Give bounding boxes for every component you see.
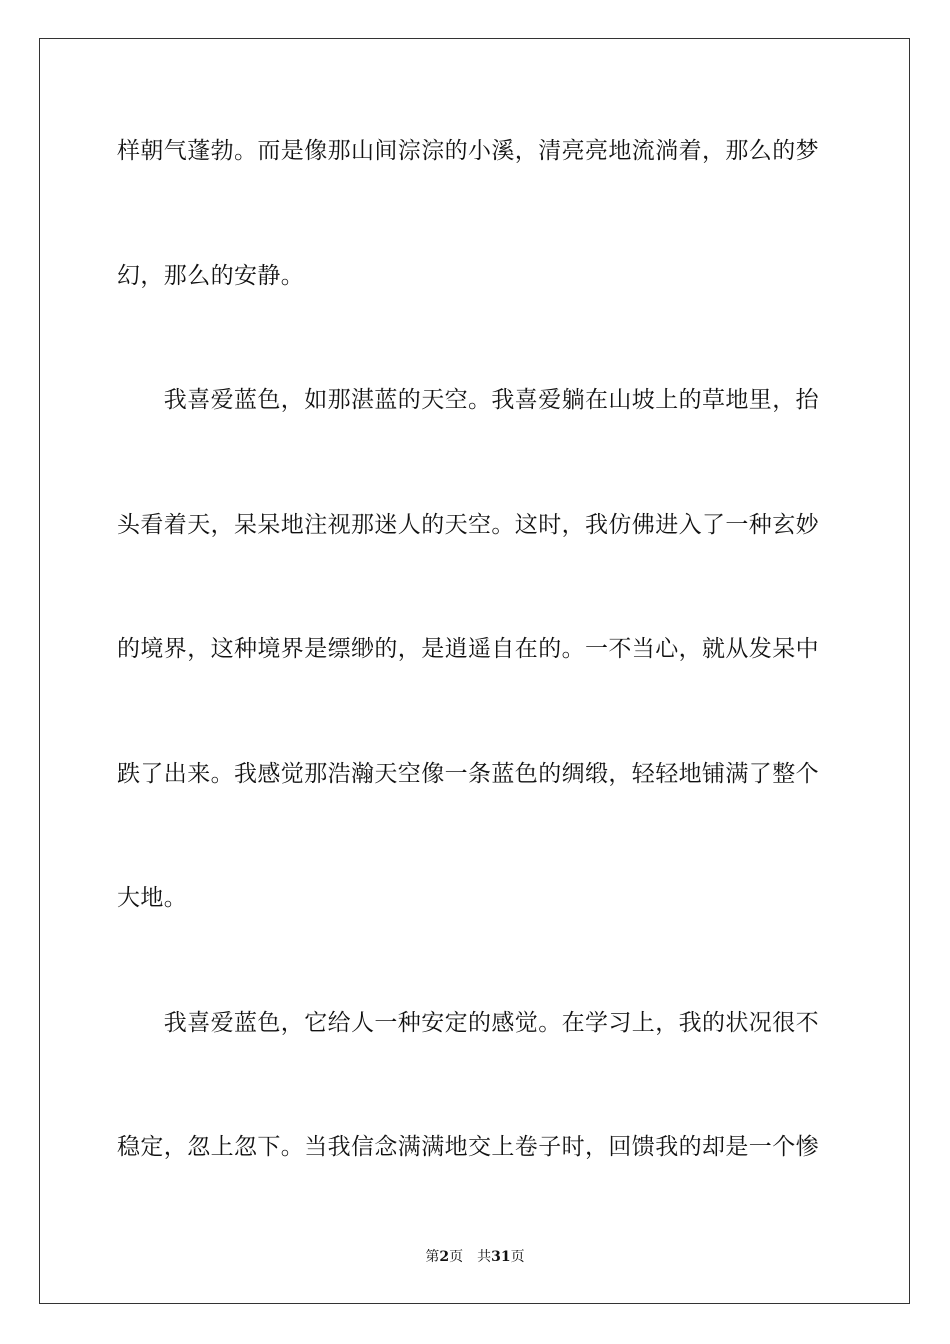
page-number: 2 <box>439 1249 450 1265</box>
page-suffix: 页 <box>449 1249 464 1265</box>
page-footer <box>0 1247 950 1267</box>
body-text-line: 的境界，这种境界是缥缈的，是逍遥自在的。一不当心，就从发呆中 <box>117 636 819 662</box>
page-prefix: 第 <box>425 1249 440 1265</box>
total-prefix: 共 <box>477 1249 492 1265</box>
body-text-line: 我喜爱蓝色，如那湛蓝的天空。我喜爱躺在山坡上的草地里，抬 <box>117 387 819 413</box>
body-text-line: 大地。 <box>117 885 188 911</box>
total-pages: 31 <box>491 1249 511 1265</box>
body-text-line: 幻，那么的安静。 <box>117 263 305 289</box>
total-suffix: 页 <box>510 1249 525 1265</box>
body-text-line: 稳定，忽上忽下。当我信念满满地交上卷子时，回馈我的却是一个惨 <box>117 1134 819 1160</box>
page-border <box>39 38 910 1304</box>
body-text-line: 跌了出来。我感觉那浩瀚天空像一条蓝色的绸缎，轻轻地铺满了整个 <box>117 761 819 787</box>
body-text-line: 我喜爱蓝色，它给人一种安定的感觉。在学习上，我的状况很不 <box>117 1010 819 1036</box>
body-text-line: 样朝气蓬勃。而是像那山间淙淙的小溪，清亮亮地流淌着，那么的梦 <box>117 138 819 164</box>
body-text-line: 头看着天，呆呆地注视那迷人的天空。这时，我仿佛进入了一种玄妙 <box>117 512 819 538</box>
